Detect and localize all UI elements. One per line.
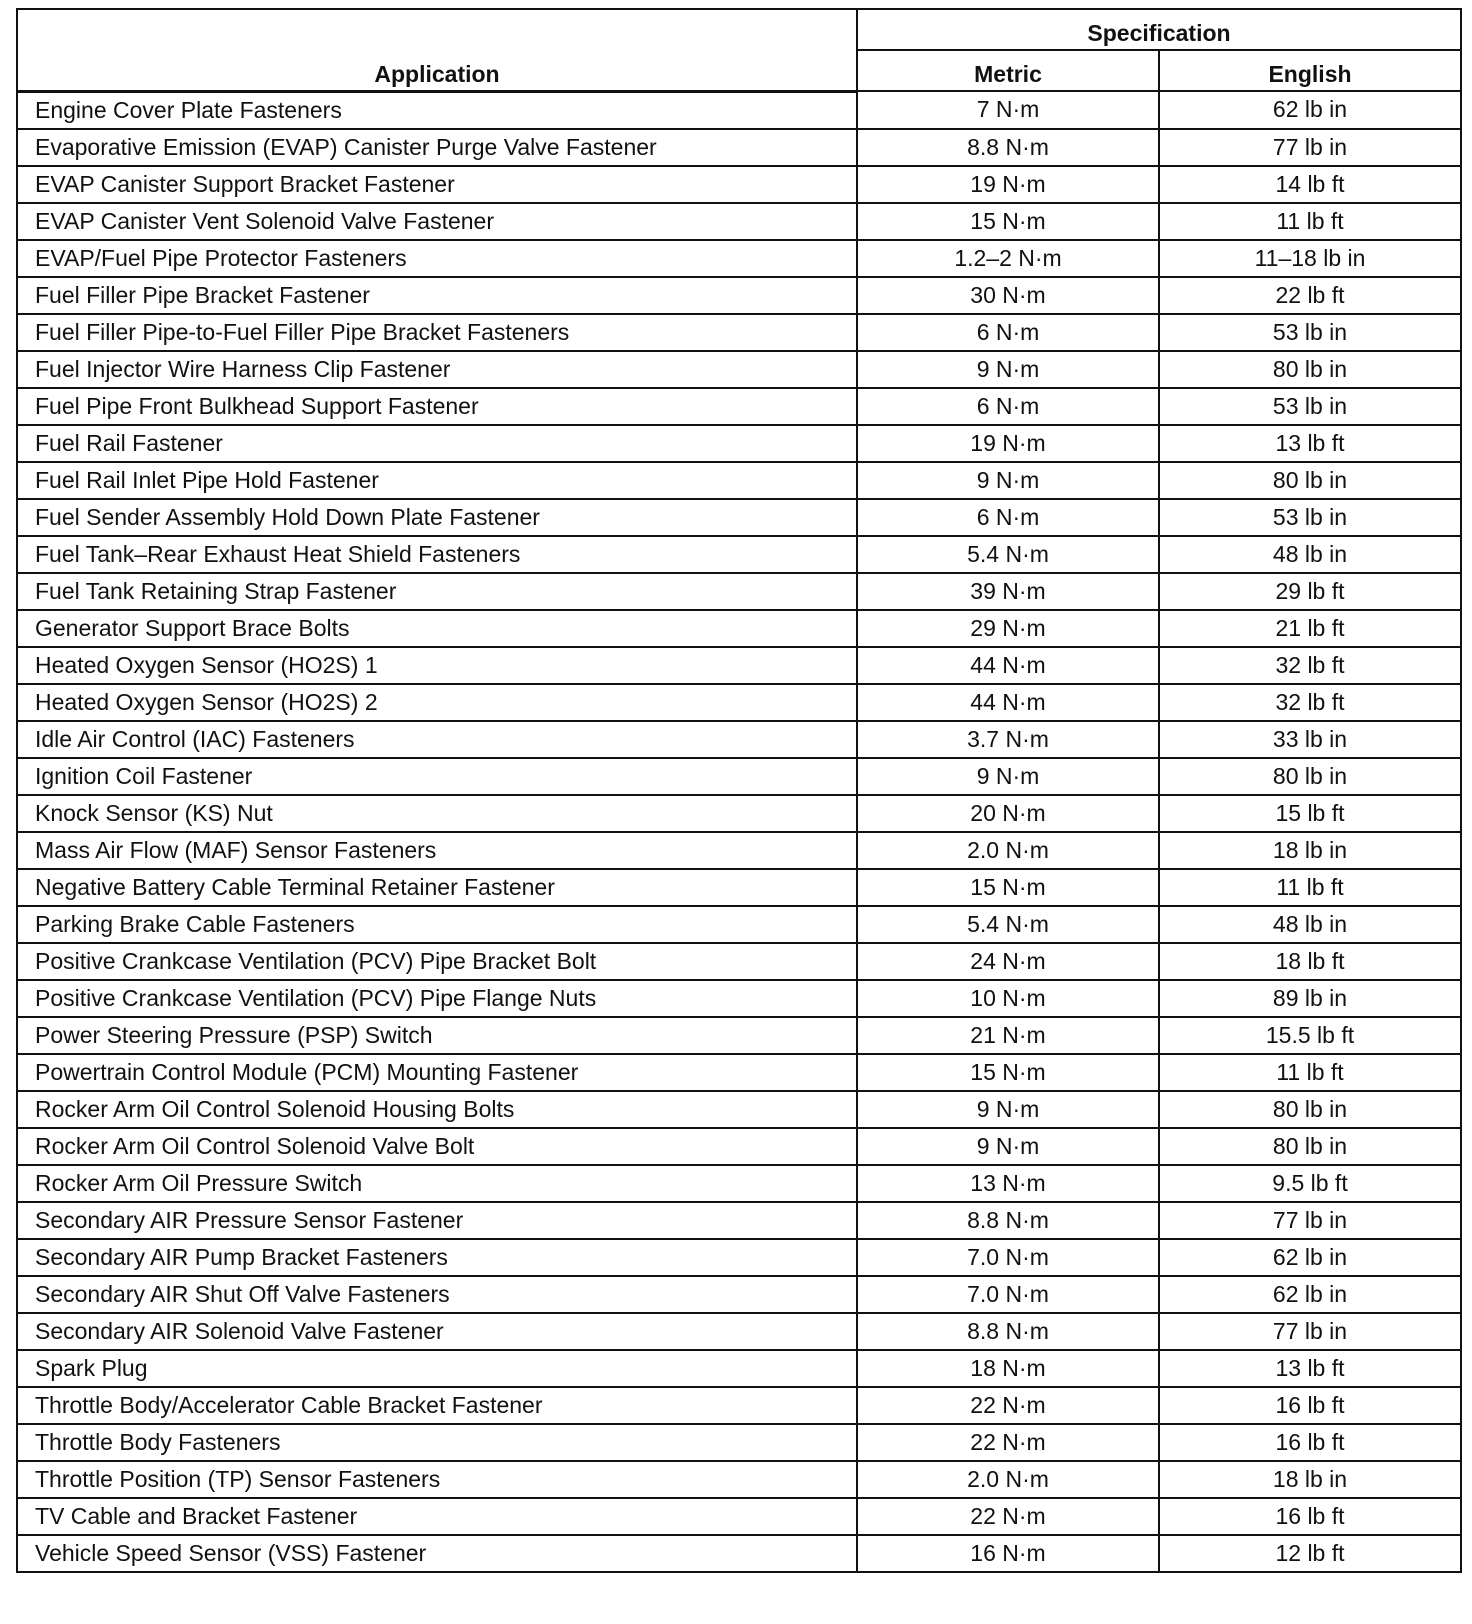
table-row bbox=[17, 536, 1461, 573]
english-value-cell: 18 lb in bbox=[1159, 832, 1461, 869]
metric-value-cell: 22 N·m bbox=[857, 1387, 1159, 1424]
table-row bbox=[17, 1424, 1461, 1461]
english-value-cell: 80 lb in bbox=[1159, 351, 1461, 388]
application-cell: Fuel Injector Wire Harness Clip Fastener bbox=[17, 351, 857, 388]
table-row bbox=[17, 1313, 1461, 1350]
english-value-cell: 80 lb in bbox=[1159, 758, 1461, 795]
metric-value-cell: 13 N·m bbox=[857, 1165, 1159, 1202]
table-row bbox=[17, 1276, 1461, 1313]
english-value-cell: 16 lb ft bbox=[1159, 1387, 1461, 1424]
english-value-cell: 9.5 lb ft bbox=[1159, 1165, 1461, 1202]
metric-value-cell: 9 N·m bbox=[857, 462, 1159, 499]
english-value-cell: 33 lb in bbox=[1159, 721, 1461, 758]
application-cell: Fuel Filler Pipe Bracket Fastener bbox=[17, 277, 857, 314]
table-row bbox=[17, 758, 1461, 795]
english-value-cell: 29 lb ft bbox=[1159, 573, 1461, 610]
table-row bbox=[17, 166, 1461, 203]
metric-value-cell: 8.8 N·m bbox=[857, 1313, 1159, 1350]
english-value-cell: 12 lb ft bbox=[1159, 1535, 1461, 1572]
metric-value-cell: 7.0 N·m bbox=[857, 1239, 1159, 1276]
english-value-cell: 11 lb ft bbox=[1159, 1054, 1461, 1091]
table-row bbox=[17, 462, 1461, 499]
specification-group-header: Specification bbox=[857, 9, 1461, 50]
english-value-cell: 53 lb in bbox=[1159, 314, 1461, 351]
metric-value-cell: 1.2–2 N·m bbox=[857, 240, 1159, 277]
metric-value-cell: 20 N·m bbox=[857, 795, 1159, 832]
application-cell: Fuel Tank–Rear Exhaust Heat Shield Fasteners bbox=[17, 536, 857, 573]
table-row bbox=[17, 832, 1461, 869]
table-row bbox=[17, 240, 1461, 277]
application-cell: Vehicle Speed Sensor (VSS) Fastener bbox=[17, 1535, 857, 1572]
application-cell: Secondary AIR Pressure Sensor Fastener bbox=[17, 1202, 857, 1239]
application-cell: Fuel Tank Retaining Strap Fastener bbox=[17, 573, 857, 610]
application-cell: Fuel Sender Assembly Hold Down Plate Fastener bbox=[17, 499, 857, 536]
application-cell: Knock Sensor (KS) Nut bbox=[17, 795, 857, 832]
table-row bbox=[17, 1202, 1461, 1239]
table-row bbox=[17, 129, 1461, 166]
english-value-cell: 16 lb ft bbox=[1159, 1424, 1461, 1461]
application-cell: Heated Oxygen Sensor (HO2S) 2 bbox=[17, 684, 857, 721]
table-row bbox=[17, 906, 1461, 943]
application-cell: Ignition Coil Fastener bbox=[17, 758, 857, 795]
metric-value-cell: 9 N·m bbox=[857, 1128, 1159, 1165]
english-value-cell: 80 lb in bbox=[1159, 1128, 1461, 1165]
application-cell: Rocker Arm Oil Control Solenoid Valve Bolt bbox=[17, 1128, 857, 1165]
metric-value-cell: 2.0 N·m bbox=[857, 1461, 1159, 1498]
english-value-cell: 53 lb in bbox=[1159, 388, 1461, 425]
metric-column-header: Metric bbox=[857, 50, 1159, 91]
metric-value-cell: 6 N·m bbox=[857, 388, 1159, 425]
english-value-cell: 15.5 lb ft bbox=[1159, 1017, 1461, 1054]
table-row bbox=[17, 314, 1461, 351]
metric-value-cell: 19 N·m bbox=[857, 166, 1159, 203]
table-row bbox=[17, 1165, 1461, 1202]
application-cell: Fuel Rail Inlet Pipe Hold Fastener bbox=[17, 462, 857, 499]
metric-value-cell: 15 N·m bbox=[857, 869, 1159, 906]
metric-value-cell: 10 N·m bbox=[857, 980, 1159, 1017]
application-cell: Rocker Arm Oil Pressure Switch bbox=[17, 1165, 857, 1202]
metric-value-cell: 9 N·m bbox=[857, 351, 1159, 388]
table-row bbox=[17, 1239, 1461, 1276]
application-cell: Power Steering Pressure (PSP) Switch bbox=[17, 1017, 857, 1054]
english-value-cell: 11–18 lb in bbox=[1159, 240, 1461, 277]
metric-value-cell: 16 N·m bbox=[857, 1535, 1159, 1572]
english-value-cell: 62 lb in bbox=[1159, 1239, 1461, 1276]
table-row bbox=[17, 1498, 1461, 1535]
table-row bbox=[17, 425, 1461, 462]
table-row bbox=[17, 980, 1461, 1017]
table-row bbox=[17, 795, 1461, 832]
metric-value-cell: 15 N·m bbox=[857, 1054, 1159, 1091]
metric-value-cell: 8.8 N·m bbox=[857, 129, 1159, 166]
metric-value-cell: 19 N·m bbox=[857, 425, 1159, 462]
table-row bbox=[17, 499, 1461, 536]
english-value-cell: 80 lb in bbox=[1159, 462, 1461, 499]
application-cell: Fuel Pipe Front Bulkhead Support Fastener bbox=[17, 388, 857, 425]
table-row bbox=[17, 684, 1461, 721]
application-cell: Rocker Arm Oil Control Solenoid Housing Bolts bbox=[17, 1091, 857, 1128]
english-value-cell: 13 lb ft bbox=[1159, 1350, 1461, 1387]
table-row bbox=[17, 943, 1461, 980]
application-cell: Generator Support Brace Bolts bbox=[17, 610, 857, 647]
application-cell: EVAP Canister Vent Solenoid Valve Fastener bbox=[17, 203, 857, 240]
table-row bbox=[17, 1350, 1461, 1387]
english-value-cell: 22 lb ft bbox=[1159, 277, 1461, 314]
english-value-cell: 32 lb ft bbox=[1159, 684, 1461, 721]
english-value-cell: 48 lb in bbox=[1159, 906, 1461, 943]
table-row bbox=[17, 573, 1461, 610]
application-cell: EVAP/Fuel Pipe Protector Fasteners bbox=[17, 240, 857, 277]
english-value-cell: 80 lb in bbox=[1159, 1091, 1461, 1128]
application-cell: Secondary AIR Shut Off Valve Fasteners bbox=[17, 1276, 857, 1313]
metric-value-cell: 22 N·m bbox=[857, 1424, 1159, 1461]
table-row bbox=[17, 1535, 1461, 1572]
table-row bbox=[17, 388, 1461, 425]
english-value-cell: 62 lb in bbox=[1159, 91, 1461, 129]
english-value-cell: 48 lb in bbox=[1159, 536, 1461, 573]
metric-value-cell: 39 N·m bbox=[857, 573, 1159, 610]
english-value-cell: 32 lb ft bbox=[1159, 647, 1461, 684]
application-cell: Heated Oxygen Sensor (HO2S) 1 bbox=[17, 647, 857, 684]
table-row bbox=[17, 869, 1461, 906]
application-cell: Spark Plug bbox=[17, 1350, 857, 1387]
application-cell: Powertrain Control Module (PCM) Mounting Fastener bbox=[17, 1054, 857, 1091]
application-cell: Throttle Position (TP) Sensor Fasteners bbox=[17, 1461, 857, 1498]
metric-value-cell: 3.7 N·m bbox=[857, 721, 1159, 758]
metric-value-cell: 44 N·m bbox=[857, 684, 1159, 721]
table-row bbox=[17, 1091, 1461, 1128]
application-cell: TV Cable and Bracket Fastener bbox=[17, 1498, 857, 1535]
application-cell: Mass Air Flow (MAF) Sensor Fasteners bbox=[17, 832, 857, 869]
application-cell: Positive Crankcase Ventilation (PCV) Pipe Flange Nuts bbox=[17, 980, 857, 1017]
english-value-cell: 13 lb ft bbox=[1159, 425, 1461, 462]
fastener-specification-table bbox=[16, 8, 1462, 1573]
table-header bbox=[17, 9, 1461, 91]
metric-value-cell: 29 N·m bbox=[857, 610, 1159, 647]
english-value-cell: 11 lb ft bbox=[1159, 203, 1461, 240]
table-row bbox=[17, 277, 1461, 314]
table-row bbox=[17, 721, 1461, 758]
english-value-cell: 11 lb ft bbox=[1159, 869, 1461, 906]
english-value-cell: 16 lb ft bbox=[1159, 1498, 1461, 1535]
application-cell: Throttle Body/Accelerator Cable Bracket Fastener bbox=[17, 1387, 857, 1424]
metric-value-cell: 44 N·m bbox=[857, 647, 1159, 684]
metric-value-cell: 18 N·m bbox=[857, 1350, 1159, 1387]
metric-value-cell: 8.8 N·m bbox=[857, 1202, 1159, 1239]
metric-value-cell: 30 N·m bbox=[857, 277, 1159, 314]
table-row bbox=[17, 351, 1461, 388]
application-cell: Fuel Filler Pipe-to-Fuel Filler Pipe Bracket Fasteners bbox=[17, 314, 857, 351]
application-cell: Parking Brake Cable Fasteners bbox=[17, 906, 857, 943]
english-column-header: English bbox=[1159, 50, 1461, 91]
application-cell: Fuel Rail Fastener bbox=[17, 425, 857, 462]
metric-value-cell: 21 N·m bbox=[857, 1017, 1159, 1054]
metric-value-cell: 7.0 N·m bbox=[857, 1276, 1159, 1313]
english-value-cell: 18 lb ft bbox=[1159, 943, 1461, 980]
table-row bbox=[17, 1017, 1461, 1054]
header-row-top bbox=[17, 9, 1461, 50]
table-row bbox=[17, 1054, 1461, 1091]
english-value-cell: 77 lb in bbox=[1159, 1313, 1461, 1350]
english-value-cell: 77 lb in bbox=[1159, 129, 1461, 166]
english-value-cell: 21 lb ft bbox=[1159, 610, 1461, 647]
application-cell: Secondary AIR Solenoid Valve Fastener bbox=[17, 1313, 857, 1350]
english-value-cell: 89 lb in bbox=[1159, 980, 1461, 1017]
english-value-cell: 15 lb ft bbox=[1159, 795, 1461, 832]
table-row bbox=[17, 1128, 1461, 1165]
metric-value-cell: 2.0 N·m bbox=[857, 832, 1159, 869]
english-value-cell: 14 lb ft bbox=[1159, 166, 1461, 203]
table-row bbox=[17, 203, 1461, 240]
metric-value-cell: 5.4 N·m bbox=[857, 536, 1159, 573]
application-cell: Negative Battery Cable Terminal Retainer Fastener bbox=[17, 869, 857, 906]
metric-value-cell: 15 N·m bbox=[857, 203, 1159, 240]
metric-value-cell: 9 N·m bbox=[857, 1091, 1159, 1128]
metric-value-cell: 6 N·m bbox=[857, 499, 1159, 536]
table-row bbox=[17, 1387, 1461, 1424]
application-cell: Positive Crankcase Ventilation (PCV) Pipe Bracket Bolt bbox=[17, 943, 857, 980]
application-cell: Throttle Body Fasteners bbox=[17, 1424, 857, 1461]
metric-value-cell: 5.4 N·m bbox=[857, 906, 1159, 943]
application-cell: Secondary AIR Pump Bracket Fasteners bbox=[17, 1239, 857, 1276]
metric-value-cell: 24 N·m bbox=[857, 943, 1159, 980]
table-row bbox=[17, 1461, 1461, 1498]
metric-value-cell: 9 N·m bbox=[857, 758, 1159, 795]
english-value-cell: 53 lb in bbox=[1159, 499, 1461, 536]
metric-value-cell: 22 N·m bbox=[857, 1498, 1159, 1535]
application-cell: Evaporative Emission (EVAP) Canister Purge Valve Fastener bbox=[17, 129, 857, 166]
table-row bbox=[17, 91, 1461, 129]
english-value-cell: 77 lb in bbox=[1159, 1202, 1461, 1239]
application-column-header: Application bbox=[17, 9, 857, 91]
metric-value-cell: 7 N·m bbox=[857, 91, 1159, 129]
application-cell: Engine Cover Plate Fasteners bbox=[17, 91, 857, 129]
metric-value-cell: 6 N·m bbox=[857, 314, 1159, 351]
english-value-cell: 18 lb in bbox=[1159, 1461, 1461, 1498]
table-row bbox=[17, 610, 1461, 647]
english-value-cell: 62 lb in bbox=[1159, 1276, 1461, 1313]
application-cell: Idle Air Control (IAC) Fasteners bbox=[17, 721, 857, 758]
application-cell: EVAP Canister Support Bracket Fastener bbox=[17, 166, 857, 203]
table-row bbox=[17, 647, 1461, 684]
table-body bbox=[17, 91, 1461, 1572]
